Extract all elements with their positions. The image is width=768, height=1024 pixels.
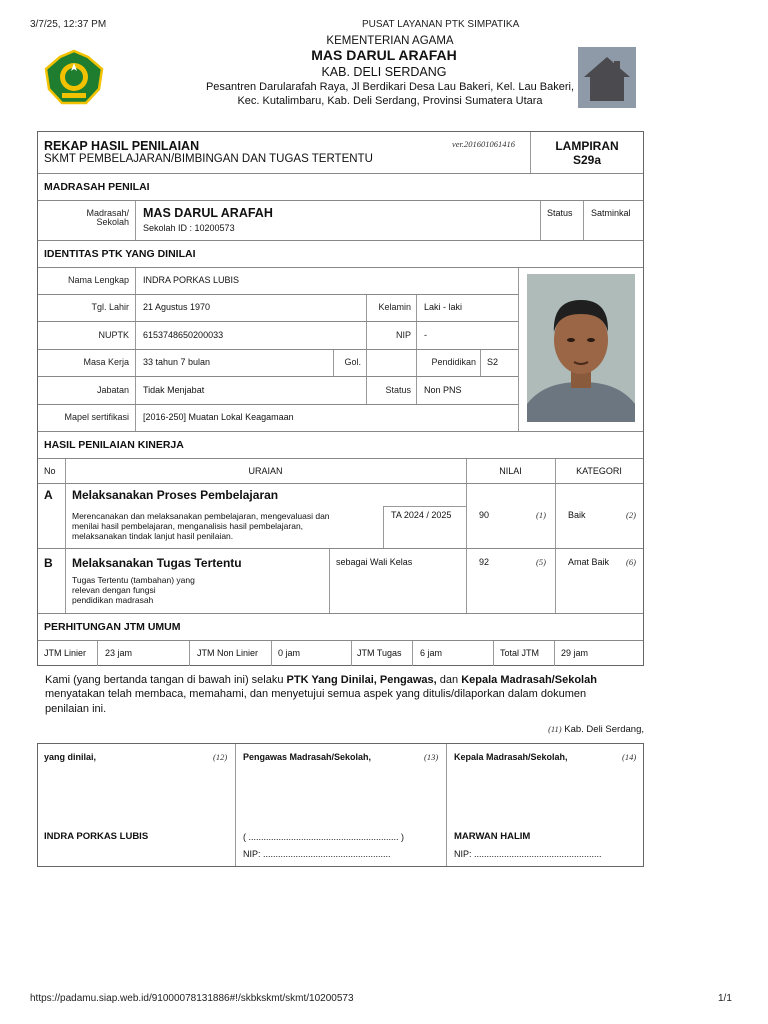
print-url: https://padamu.siap.web.id/91000078131886#!/skbkskmt/skmt/10200573 [30, 993, 354, 1004]
sig-2-ref: (13) [424, 752, 439, 762]
statement-line-1 [45, 674, 597, 686]
ptk-identity-block [38, 268, 518, 432]
row-b-ref-2: (6) [626, 557, 636, 567]
madrasah-status-value: Satminkal [591, 208, 631, 218]
ptk-row-mapel [38, 405, 518, 432]
ptk-row-lahir [38, 295, 518, 322]
sig-3-nip: NIP: ................................................... [454, 849, 602, 859]
nip-label: NIP [395, 330, 411, 340]
row-b-desc-1: Tugas Tertentu (tambahan) yang [72, 575, 195, 585]
ptk-row-jabatan [38, 377, 518, 405]
col-nilai: NILAI [499, 466, 522, 476]
row-a-title: Melaksanakan Proses Pembelajaran [72, 488, 279, 502]
print-page-title: PUSAT LAYANAN PTK SIMPATIKA [362, 19, 520, 30]
madrasah-section-title: MADRASAH PENILAI [44, 181, 150, 193]
rekap-table [37, 131, 644, 666]
place-text: Kab. Deli Serdang, [561, 724, 644, 735]
sig-1-name: INDRA PORKAS LUBIS [44, 831, 149, 842]
doc-title: REKAP HASIL PENILAIAN [44, 139, 200, 153]
ptk-row-masa [38, 350, 518, 377]
jabatan-value: Tidak Menjabat [143, 385, 205, 395]
ptk-row-nama [38, 268, 518, 295]
row-a-desc-2: menilai hasil pembelajaran, menganalisis hasil pembelajaran, [72, 521, 304, 531]
sig-2-name: ( ............................................................ ) [243, 832, 405, 842]
mapel-label: Mapel sertifikasi [64, 412, 129, 422]
ptk-photo [527, 274, 635, 422]
madrasah-label-1: Madrasah/ [86, 208, 129, 218]
signature-table [37, 743, 644, 867]
row-a-nilai: 90 [479, 510, 490, 520]
jtm-nonlinier-label: JTM Non Linier [197, 648, 259, 658]
ptk-section-title: IDENTITAS PTK YANG DINILAI [44, 248, 196, 260]
statement-line-3: penilaian ini. [45, 703, 107, 715]
pendidikan-label: Pendidikan [431, 357, 476, 367]
sig-1-title: yang dinilai, [44, 752, 97, 762]
jtm-section-row [38, 614, 643, 641]
sig-1-ref: (12) [213, 752, 228, 762]
district-name: KAB. DELI SERDANG [321, 65, 447, 79]
nuptk-label: NUPTK [98, 330, 129, 340]
madrasah-label-2: Sekolah [96, 217, 129, 227]
mapel-value: [2016-250] Muatan Lokal Keagamaan [143, 412, 294, 422]
person-photo-icon [527, 274, 635, 422]
ptk-row-nuptk [38, 322, 518, 350]
madrasah-row [38, 201, 643, 241]
school-photo [578, 47, 636, 108]
row-b-kategori: Amat Baik [568, 557, 610, 567]
jabatan-label: Jabatan [96, 385, 129, 395]
place-line [500, 724, 644, 735]
jtm-total-value: 29 jam [561, 648, 589, 658]
address-line-2: Kec. Kutalimbaru, Kab. Deli Serdang, Provinsi Sumatera Utara [237, 95, 543, 107]
statement-text-1: Kami (yang bertanda tangan di bawah ini) selaku [45, 674, 287, 686]
ptk-status-label: Status [385, 385, 411, 395]
nama-value: INDRA PORKAS LUBIS [143, 275, 240, 285]
kinerja-header-row [38, 459, 643, 484]
ptk-status-value: Non PNS [424, 385, 462, 395]
house-placeholder-icon [578, 47, 636, 108]
row-b-ref-1: (5) [536, 557, 546, 567]
statement-bold-1: PTK Yang Dinilai, Pengawas, [286, 674, 437, 686]
lampiran-code: S29a [572, 153, 602, 167]
jtm-tugas-label: JTM Tugas [357, 648, 402, 658]
address-line-1: Pesantren Darularafah Raya, Jl Berdikari Desa Lau Bakeri, Kel. Lau Bakeri, [205, 81, 575, 93]
sig-3-title: Kepala Madrasah/Sekolah, [454, 752, 568, 762]
pendidikan-value: S2 [487, 357, 499, 367]
row-b-no: B [44, 556, 53, 570]
kinerja-row-b [38, 549, 643, 614]
statement-text-2: dan [436, 674, 462, 686]
col-kategori: KATEGORI [576, 466, 622, 476]
statement-bold-2: Kepala Madrasah/Sekolah [461, 674, 597, 686]
kinerja-row-a [38, 484, 643, 549]
sig-2-title: Pengawas Madrasah/Sekolah, [243, 752, 372, 762]
nuptk-value: 6153748650200033 [143, 330, 224, 340]
statement-line-2: menyatakan telah membaca, memahami, dan menyetujui semua aspek yang ditulis/dilaporkan dalam dokumen [45, 688, 587, 700]
madrasah-id: Sekolah ID : 10200573 [143, 223, 235, 233]
row-a-kategori: Baik [568, 510, 586, 520]
jtm-tugas-value: 6 jam [420, 648, 443, 658]
masa-label: Masa Kerja [83, 357, 129, 367]
jtm-nonlinier-value: 0 jam [278, 648, 301, 658]
sig-3-name: MARWAN HALIM [454, 831, 531, 842]
kelamin-value: Laki - laki [424, 302, 463, 312]
row-b-desc-3: pendidikan madrasah [72, 595, 154, 605]
row-b-title: Melaksanakan Tugas Tertentu [72, 556, 242, 570]
kinerja-section-row [38, 432, 643, 459]
school-name: MAS DARUL ARAFAH [311, 47, 457, 63]
gol-label: Gol. [344, 357, 361, 367]
sig-3-ref: (14) [622, 752, 637, 762]
jtm-row [38, 641, 643, 666]
lampiran-label: LAMPIRAN [555, 139, 619, 153]
kinerja-section-title: HASIL PENILAIAN KINERJA [44, 439, 184, 451]
nip-value: - [424, 330, 427, 340]
col-uraian: URAIAN [248, 466, 283, 476]
jtm-linier-label: JTM Linier [44, 648, 87, 658]
masa-value: 33 tahun 7 bulan [143, 357, 211, 367]
col-no: No [44, 466, 56, 476]
title-row [38, 132, 643, 174]
row-a-desc-1: Merencanakan dan melaksanakan pembelajaran, mengevaluasi dan [72, 511, 330, 521]
print-datetime: 3/7/25, 12:37 PM [30, 19, 107, 30]
row-a-ref-1: (1) [536, 510, 546, 520]
ministry-name: KEMENTERIAN AGAMA [326, 35, 454, 47]
row-b-nilai: 92 [479, 557, 490, 567]
row-a-period: TA 2024 / 2025 [391, 510, 452, 520]
nama-label: Nama Lengkap [67, 275, 129, 285]
madrasah-name: MAS DARUL ARAFAH [143, 206, 273, 220]
doc-version: ver.201601061416 [452, 139, 516, 149]
row-a-ref-2: (2) [626, 510, 636, 520]
sig-2-nip: NIP: ................................................... [243, 849, 391, 859]
row-b-role: sebagai Wali Kelas [336, 557, 413, 567]
ptk-section-row [38, 241, 643, 268]
lahir-label: Tgl. Lahir [91, 302, 129, 312]
madrasah-section-row [38, 174, 643, 201]
jtm-linier-value: 23 jam [105, 648, 133, 658]
lahir-value: 21 Agustus 1970 [143, 302, 211, 312]
row-b-desc-2: relevan dengan fungsi [72, 585, 156, 595]
kelamin-label: Kelamin [378, 302, 411, 312]
jtm-section-title: PERHITUNGAN JTM UMUM [44, 621, 181, 633]
jtm-total-label: Total JTM [500, 648, 540, 658]
row-a-no: A [44, 488, 53, 502]
print-page-count: 1/1 [718, 993, 732, 1004]
madrasah-status-label: Status [547, 208, 573, 218]
doc-subtitle: SKMT PEMBELAJARAN/BIMBINGAN DAN TUGAS TERTENTU [44, 153, 373, 165]
place-ref: (11) [548, 724, 562, 734]
row-a-desc-3: melaksanakan tindak lanjut hasil penilaian. [72, 531, 234, 541]
